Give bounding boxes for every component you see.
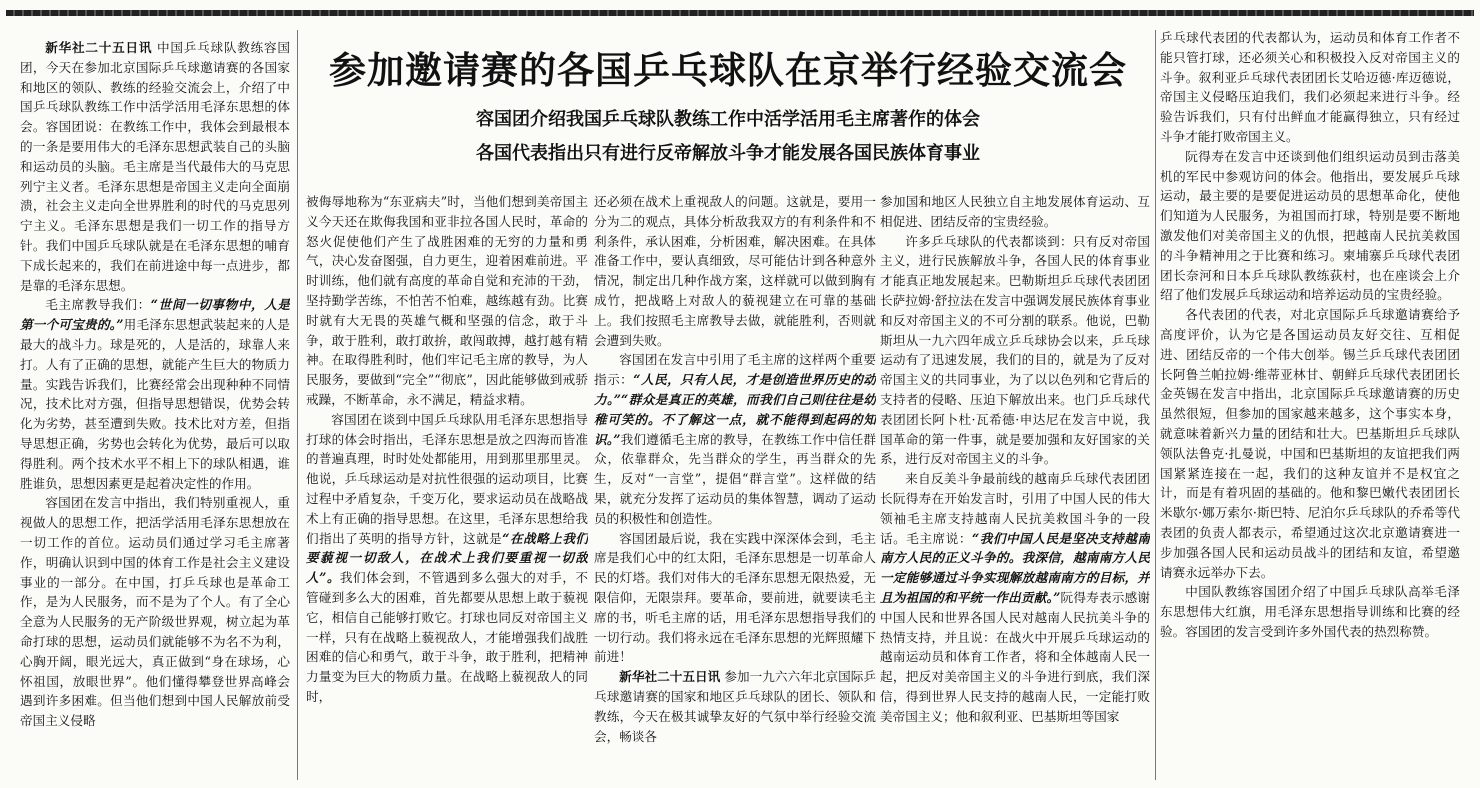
- paragraph-text: 参加一九六六年北京国际乒乓球邀请赛的国家和地区乒乓球队的团长、领队和教练，今天在极其诚挚友好的气氛中举行经验交流会，畅谈各: [594, 669, 876, 744]
- article-column-2: [306, 192, 588, 778]
- paragraph: [20, 38, 290, 295]
- article-column-1: [20, 38, 290, 778]
- paragraph-text: 阮得寿在发言中还谈到他们组织运动员到击落美机的军民中参观访问的体会。他指出，要发展乒乓球运动，最主要的是要促进运动员的思想革命化，使他们知道为人民服务，为祖国而打球，特别是要不断地激发他们对美帝国主义的仇恨，把越南人民抗美救国的斗争精神用之于比赛和练习。柬埔寨乒乓球代表团团长奈河和日本乒乓球队教练荻村，也在座谈会上介绍了他们发展乒乓球运动和培养运动员的宝贵经验。: [1160, 148, 1460, 303]
- paragraph-text: 我们体会到，不管遇到多么强大的对手，不管碰到多么大的困难，首先都要从思想上敢于藐视它，相信自己能够打败它。打球也同反对帝国主义一样，只有在战略上藐视敌人，才能增强我们战胜困难的信心和勇气，敢于斗争，敢于胜利，把精神力量变为巨大的物质力量。在战略上藐视敌人的同时，: [306, 570, 588, 704]
- paragraph: [1160, 305, 1460, 582]
- paragraph-text: 容国团在谈到中国乒乓球队用毛泽东思想指导打球的体会时指出，毛泽东思想是放之四海而皆准的普遍真理，时时处处都能用，用到那里那里灵。他说，乒乓球运动是对抗性很强的运动项目，比赛过程中矛盾复杂，千变万化，要求运动员在战略战术上有正确的指导思想。在这里，毛泽东思想给我们指出了英明的指导方针，这就是: [306, 411, 588, 546]
- paragraph: [306, 410, 588, 707]
- paragraph: [1160, 147, 1460, 305]
- headline-block: [306, 30, 1150, 190]
- article-column-4: [880, 192, 1150, 778]
- headline: 参加邀请赛的各国乒乓球队在京举行经验交流会: [329, 49, 1127, 92]
- quotation: “在战略上我们要藐视一切敌人，在战术上我们要重视一切敌人”。: [306, 530, 588, 586]
- paragraph-text: 容国团在发言中指出，我们特别重视人，重视做人的思想工作，把活学活用毛泽东思想放在一切工作的首位。运动员们通过学习毛主席著作，明确认识到中国的体育工作是社会主义建设事业的一部分。在中国，打乒乓球也是革命工作，是为人民服务，而不是为了个人。有了全心全意为人民服务的无产阶级世界观，树立起为革命打球的思想，运动员们就能够不为名不为利，心胸开阔，眼光远大，真正做到“身在球场，心怀祖国，放眼世界”。他们懂得攀登世界高峰会遇到许多困难。但当他们想到中国人民解放前受帝国主义侵略: [20, 495, 290, 729]
- paragraph-text: 毛主席教导我们：: [45, 297, 151, 313]
- paragraph: [1160, 582, 1460, 641]
- article-column-5: [1160, 28, 1460, 778]
- paragraph-text: 中国队教练容国团介绍了中国乒乓球队高举毛泽东思想伟大红旗，用毛泽东思想指导训练和比赛的经验。容国团的发言受到许多外国代表的热烈称赞。: [1160, 584, 1460, 639]
- paragraph-text: 来自反美斗争最前线的越南乒乓球代表团团长阮得寿在开始发言时，引用了中国人民的伟大领袖毛主席支持越南人民抗美救国斗争的一段话。毛主席说：: [880, 471, 1150, 546]
- paragraph-text: 各代表团的代表，对北京国际乒乓球邀请赛给予高度评价，认为它是各国运动员友好交往、互相促进、团结反帝的一个伟大创举。锡兰乒乓球代表团团长阿鲁兰帕拉姆·维蒂亚林甘、朝鲜乒乓球代表团团长金英锡在发言中指出，北京国际乒乓球邀请赛的历史虽然很短，但参加的国家越来越多，这个事实本身，就意味着新兴力量的团结和壮大。巴基斯坦乒乓球队领队法鲁克·扎曼说，中国和巴基斯坦的友谊把我们两国紧紧连接在一起，我们的这种友谊并不是权宜之计，而是有着巩固的基础的。他和黎巴嫩代表团团长米歇尔·娜万索尔·斯巴特、尼泊尔乒乓球队的乔希等代表团的负责人都表示，希望通过这次北京邀请赛进一步加强各国人民和运动员战斗的团结和友谊，希望邀请赛永远举办下去。: [1160, 307, 1460, 580]
- dateline: 新华社二十五日讯: [45, 40, 153, 55]
- paragraph-text: 阮得寿表示感谢中国人民和世界各国人民对越南人民抗美斗争的热情支持，并且说：在战火中开展乒乓球运动的越南运动员和体育工作者，将和全体越南人民一起，把反对美帝国主义的斗争进行到底，我们深信，得到世界人民支持的越南人民，一定能打败美帝国主义；他和叙利亚、巴基斯坦等国家: [880, 589, 1150, 724]
- paragraph: [306, 192, 588, 410]
- paragraph: [594, 667, 876, 746]
- paragraph: [594, 350, 876, 528]
- paragraph: [880, 192, 1150, 232]
- paragraph-text: 被侮辱地称为“东亚病夫”时，当他们想到美帝国主义今天还在欺侮我国和亚非拉各国人民时，革命的怒火促使他们产生了战胜困难的无穷的力量和勇气，决心发奋图强，自力更生，迎着困难前进。平时训练，他们就有高度的革命自觉和充沛的干劲，坚持勤学苦练，不怕苦不怕难，越练越有劲。比赛时就有大无畏的英雄气概和坚强的信念，敢于斗争，敢于胜利，敢打敢拚，敢闯敢搏，越打越有精神。在取得胜利时，他们牢记毛主席的教导，为人民服务，要做到“完全”“彻底”，因此能够做到戒骄戒躁，不断革命，永不满足，精益求精。: [306, 194, 588, 407]
- paragraph-text: 容国团最后说，我在实践中深深体会到，毛主席是我们心中的红太阳，毛泽东思想是一切革命人民的灯塔。我们对伟大的毛泽东思想无限热爱，无限信仰，无限崇拜。要革命，要前进，就要读毛主席的书，听毛主席的话，用毛泽东思想指导我们的一切行动。我们将永远在毛泽东思想的光辉照耀下前进！: [594, 530, 876, 665]
- paragraph-text: 许多乒乓球队的代表都谈到：只有反对帝国主义，进行民族解放斗争，各国人民的体育事业才能真正地发展起来。巴勒斯坦乒乓球代表团团长萨拉姆·舒拉法在发言中强调发展民族体育事业和反对帝国主义的不可分割的联系。他说，巴勒斯坦从一九六四年成立乒乓球协会以来，乒乓球运动有了迅速发展，我们的目的，就是为了反对帝国主义的共同事业，为了以以色列和它背后的支持者的侵略、压迫下解放出来。也门乒乓球代表团团长阿卜杜·瓦希德·申达尼在发言中说，我国革命的第一件事，就是要加强和友好国家的关系，进行反对帝国主义的斗争。: [880, 233, 1150, 467]
- paragraph-text: 乒乓球代表团的代表都认为，运动员和体育工作者不能只管打球，还必须关心和积极投入反对帝国主义的斗争。叙利亚乒乓球代表团团长艾哈迈德·库迈德说，帝国主义侵略压迫我们，我们必须起来进行斗争。经验告诉我们，只有付出鲜血才能赢得独立，只有经过斗争才能打败帝国主义。: [1160, 30, 1460, 144]
- dateline: 新华社二十五日讯: [619, 669, 721, 685]
- paragraph: [594, 529, 876, 668]
- paragraph-text: 中国乒乓球队教练容国团，今天在参加北京国际乒乓球邀请赛的各国家和地区的领队、教练的经验交流会上，介绍了中国乒乓球队教练工作中活学活用毛泽东思想的体会。容国团说：在教练工作中，我体会到最根本的一条是要用伟大的毛泽东思想武装自己的头脑和运动员的头脑。毛主席是当代最伟大的马克思列宁主义者。毛泽东思想是帝国主义走向全面崩溃，社会主义走向全世界胜利的时代的马克思列宁主义。毛泽东思想是我们一切工作的指导方针。我们中国乒乓球队就是在毛泽东思想的哺育下成长起来的，我们在前进途中每一点进步，都是靠的毛泽东思想。: [20, 40, 290, 293]
- column-divider: [297, 30, 298, 780]
- top-border-rule: [6, 10, 1474, 16]
- article-column-3: [594, 192, 876, 778]
- paragraph: [20, 493, 290, 731]
- paragraph: [880, 469, 1150, 726]
- column-divider: [1155, 30, 1156, 780]
- quotation: “我们中国人民是坚决支持越南南方人民的正义斗争的。我深信，越南南方人民一定能够通过斗争实现解放越南南方的目标，并且为祖国的和平统一作出贡献。”: [880, 530, 1150, 605]
- paragraph: [594, 192, 876, 350]
- paragraph: [20, 295, 290, 493]
- quotation: “人民，只有人民，才是创造世界历史的动力。”“群众是真正的英雄，而我们自己则往往是幼稚可笑的。不了解这一点，就不能得到起码的知识。”: [594, 372, 876, 447]
- paragraph-text: 用毛泽东思想武装起来的人是最大的战斗力。球是死的，人是活的，球靠人来打。人有了正确的思想，就能产生巨大的物质力量。实践告诉我们，比赛经常会出现种种不同情况，技术比对方强，但指导思想错误，优势会转化为劣势，甚至遭到失败。技术比对方差，但指导思想正确，劣势也会转化为优势，最后可以取得胜利。两个技术水平不相上下的球队相遇，谁胜谁负，思想因素更是起着决定性的作用。: [20, 317, 290, 491]
- paragraph-text: 参加国和地区人民独立自主地发展体育运动、互相促进、团结反帝的宝贵经验。: [880, 194, 1150, 229]
- paragraph-text: 我们遵循毛主席的教导，在教练工作中信任群众，依靠群众，先当群众的学生，再当群众的先生，反对“一言堂”，提倡“群言堂”。这样做的结果，就充分发挥了运动员的集体智慧，调动了运动员的积极性和创造性。: [594, 431, 876, 526]
- paragraph-text: 还必须在战术上重视敌人的问题。这就是，要用一分为二的观点，具体分析敌我双方的有利条件和不利条件，承认困难，分析困难，解决困难。在具体准备工作中，要认真细致，尽可能估计到各种意外情况，制定出几种作战方案，这样就可以做到胸有成竹，把战略上对敌人的藐视建立在可靠的基础上。我们按照毛主席教导去做，就能胜利，否则就会遭到失败。: [594, 194, 876, 348]
- quotation: “世间一切事物中，人是第一个可宝贵的。”: [20, 297, 290, 333]
- paragraph: [880, 232, 1150, 470]
- subheadline-2: 各国代表指出只有进行反帝解放斗争才能发展各国民族体育事业: [476, 143, 980, 164]
- paragraph: [1160, 28, 1460, 147]
- subheadline-1: 容国团介绍我国乒乓球队教练工作中活学活用毛主席著作的体会: [476, 109, 980, 130]
- paragraph-text: 容国团在发言中引用了毛主席的这样两个重要指示：: [594, 352, 876, 388]
